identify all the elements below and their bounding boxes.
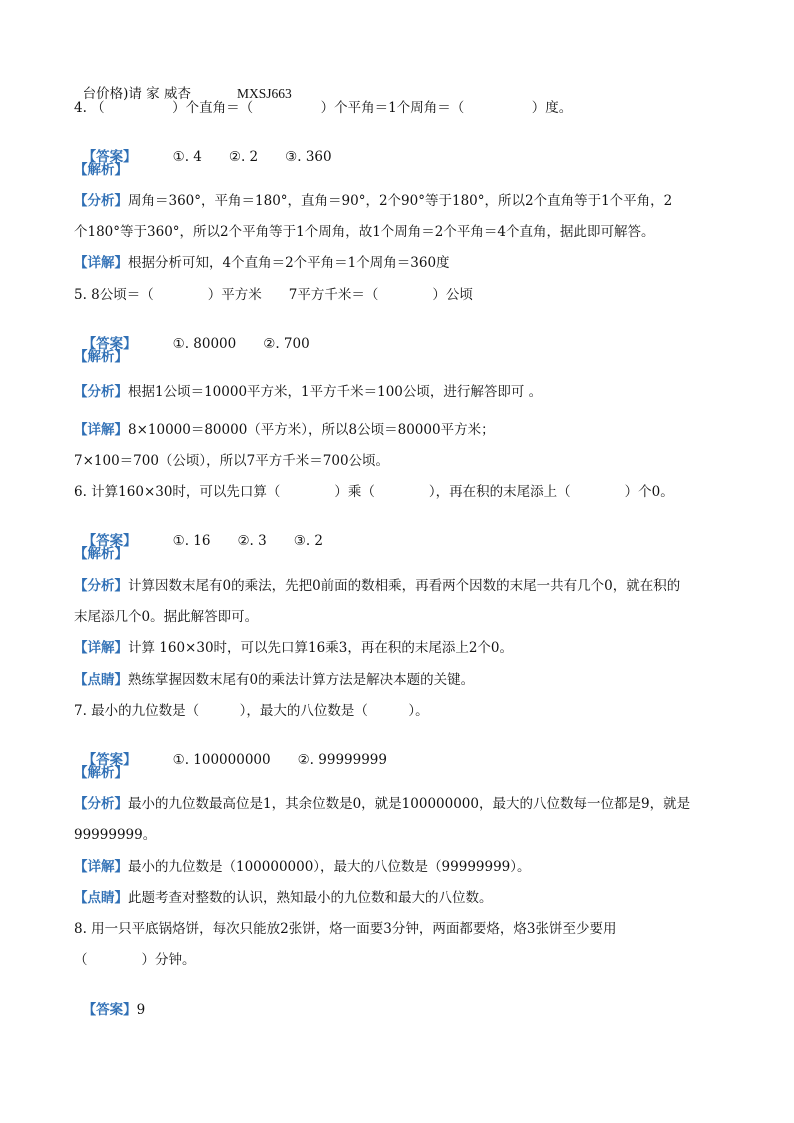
q7-answer: ①. 100000000 ②. 99999999 (172, 752, 387, 768)
xiangjie-tag: 【详解】 (74, 255, 128, 271)
analysis-tag: 【解析】 (74, 765, 128, 781)
q7-analysis-tag (74, 764, 128, 782)
header-text: 台价格)请 家 威杏 (82, 86, 191, 102)
q4-answer: ①. 4 ②. 2 ③. 360 (172, 149, 332, 165)
q6-fenxi-1 (74, 577, 680, 595)
q7-dianjing-text: 此题考查对整数的认识，熟知最小的九位数和最大的八位数。 (128, 890, 493, 906)
analysis-tag: 【解析】 (74, 349, 128, 365)
analysis-tag: 【解析】 (74, 546, 128, 562)
q8-question-2: （ ）分钟。 (74, 952, 196, 968)
q4-fenxi-2: 个180°等于360°，所以2个平角等于1个周角，故1个周角＝2个平角＝4个直角，据此即可解答。 (74, 224, 655, 240)
q7-xiangjie (74, 858, 531, 876)
q6-fenxi-2: 末尾添几个0。据此解答即可。 (74, 609, 259, 625)
q4-fenxi-text-1: 周角＝360°，平角＝180°，直角＝90°，2个90°等于180°，所以2个直角等于1个平角，2 (128, 193, 673, 209)
q4-xiangjie (74, 254, 450, 272)
q5-xiangjie-text-1: 8×10000＝80000（平方米），所以8公顷＝80000平方米； (128, 422, 495, 438)
q7-fenxi-2: 99999999。 (74, 827, 157, 843)
q8-answer-line (74, 983, 145, 1019)
answer-tag: 【答案】 (82, 149, 137, 165)
answer-tag: 【答案】 (82, 752, 137, 768)
xiangjie-tag: 【详解】 (74, 859, 128, 875)
q5-analysis-tag (74, 348, 128, 366)
q6-fenxi-text-1: 计算因数末尾有0的乘法，先把0前面的数相乘，再看两个因数的末尾一共有几个0，就在积的 (128, 578, 681, 594)
header-fragment (74, 67, 292, 103)
q6-dianjing-text: 熟练掌握因数末尾有0的乘法计算方法是解决本题的关键。 (128, 672, 475, 688)
analysis-tag: 【解析】 (74, 162, 128, 178)
q4-question: 4. （ ）个直角＝（ ）个平角＝1个周角＝（ ）度。 (74, 100, 573, 116)
answer-tag: 【答案】 (82, 1002, 137, 1018)
q4-analysis-tag (74, 161, 128, 179)
q6-question: 6. 计算160×30时，可以先口算（ ）乘（ ），再在积的末尾添上（ ）个0。 (74, 484, 674, 500)
fenxi-tag: 【分析】 (74, 796, 128, 812)
q5-xiangjie-2: 7×100＝700（公顷），所以7平方千米＝700公顷。 (74, 453, 390, 469)
xiangjie-tag: 【详解】 (74, 640, 128, 656)
q6-xiangjie (74, 639, 513, 657)
q7-fenxi-text-1: 最小的九位数最高位是1，其余位数是0，就是100000000，最大的八位数每一位都是9，就是 (128, 796, 691, 812)
xiangjie-tag: 【详解】 (74, 422, 128, 438)
answer-tag: 【答案】 (82, 533, 137, 549)
q4-fenxi-1 (74, 192, 672, 210)
header-code: MXSJ663 (236, 86, 292, 101)
q7-question: 7. 最小的九位数是（ ），最大的八位数是（ ）。 (74, 703, 429, 719)
q5-fenxi (74, 383, 542, 401)
q5-question: 5. 8公顷＝（ ）平方米 7平方千米＝（ ）公顷 (74, 287, 473, 303)
q7-fenxi-1 (74, 795, 690, 813)
q6-dianjing (74, 671, 474, 689)
q7-dianjing (74, 889, 493, 907)
q5-fenxi-text: 根据1公顷＝10000平方米，1平方千米＝100公顷，进行解答即可 。 (128, 384, 543, 400)
q5-answer: ①. 80000 ②. 700 (172, 336, 310, 352)
q7-xiangjie-text: 最小的九位数是（100000000），最大的八位数是（99999999）。 (128, 859, 531, 875)
dianjing-tag: 【点睛】 (74, 672, 128, 688)
q6-answer: ①. 16 ②. 3 ③. 2 (172, 533, 324, 549)
q8-question-1: 8. 用一只平底锅烙饼，每次只能放2张饼，烙一面要3分钟，两面都要烙，烙3张饼至少要用 (74, 921, 617, 937)
answer-tag: 【答案】 (82, 336, 137, 352)
fenxi-tag: 【分析】 (74, 384, 128, 400)
q6-analysis-tag (74, 545, 128, 563)
q5-xiangjie-1 (74, 421, 495, 439)
q6-xiangjie-text: 计算 160×30时，可以先口算16乘3，再在积的末尾添上2个0。 (128, 640, 513, 656)
dianjing-tag: 【点睛】 (74, 890, 128, 906)
fenxi-tag: 【分析】 (74, 193, 128, 209)
q4-xiangjie-text: 根据分析可知，4个直角＝2个平角＝1个周角＝360度 (128, 255, 450, 271)
fenxi-tag: 【分析】 (74, 578, 128, 594)
q8-answer: 9 (136, 1002, 146, 1018)
